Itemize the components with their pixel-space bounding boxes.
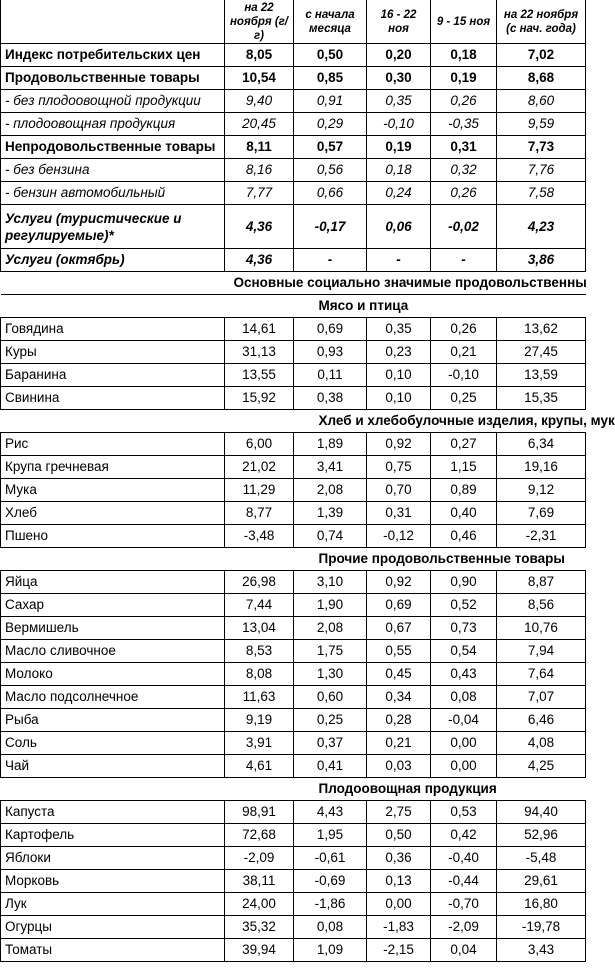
value-v1: 26,98	[225, 571, 294, 594]
row-label: Говядина	[1, 318, 225, 341]
row-label: Масло подсолнечное	[1, 686, 225, 709]
row-label: Яйца	[1, 571, 225, 594]
table-row	[1, 755, 586, 778]
value-v3: 0,20	[367, 44, 431, 67]
value-v2: -0,17	[294, 205, 367, 249]
value-v3: 0,70	[367, 479, 431, 502]
value-v2: 0,74	[294, 525, 367, 548]
value-v1: -2,09	[225, 847, 294, 870]
value-v4: 0,73	[431, 617, 497, 640]
table-row	[1, 594, 586, 617]
row-label: Непродовольственные товары	[1, 136, 225, 159]
value-v3: 0,36	[367, 847, 431, 870]
value-v2: 1,75	[294, 640, 367, 663]
value-v4: 0,26	[431, 318, 497, 341]
value-v2: 0,08	[294, 916, 367, 939]
table-row	[1, 318, 586, 341]
header-week-previous: 9 - 15 ноя	[431, 0, 497, 44]
table-row	[1, 502, 586, 525]
value-v2: 0,91	[294, 90, 367, 113]
value-v1: 11,63	[225, 686, 294, 709]
value-v1: -3,48	[225, 525, 294, 548]
value-v5: 15,35	[497, 387, 586, 410]
value-v3: 0,50	[367, 824, 431, 847]
table-row	[1, 456, 586, 479]
value-v4: 0,27	[431, 433, 497, 456]
value-v2: 0,25	[294, 709, 367, 732]
value-v5: 8,68	[497, 67, 586, 90]
value-v1: 39,94	[225, 939, 294, 962]
value-v1: 7,77	[225, 182, 294, 205]
value-v5: 27,45	[497, 341, 586, 364]
value-v2: 0,50	[294, 44, 367, 67]
value-v4: 0,08	[431, 686, 497, 709]
value-v1: 7,44	[225, 594, 294, 617]
value-v4: 0,40	[431, 502, 497, 525]
value-v2: -1,86	[294, 893, 367, 916]
row-label: Индекс потребительских цен	[1, 44, 225, 67]
value-v4: 0,31	[431, 136, 497, 159]
value-v5: 8,56	[497, 594, 586, 617]
row-label: Вермишель	[1, 617, 225, 640]
value-v3: 0,03	[367, 755, 431, 778]
value-v4: -0,44	[431, 870, 497, 893]
row-label: Услуги (октябрь)	[1, 249, 225, 272]
value-v2: -0,61	[294, 847, 367, 870]
header-yoy: на 22 ноября (г/г)	[225, 0, 294, 44]
value-v3: -0,12	[367, 525, 431, 548]
value-v2: -0,69	[294, 870, 367, 893]
value-v3: 0,35	[367, 90, 431, 113]
section-meat-title: Мясо и птица	[1, 295, 586, 318]
value-v4: 0,04	[431, 939, 497, 962]
table-row	[1, 67, 586, 90]
value-v2: 2,08	[294, 479, 367, 502]
table-row	[1, 90, 586, 113]
row-label: Пшено	[1, 525, 225, 548]
table-row	[1, 433, 586, 456]
value-v4: 0,21	[431, 341, 497, 364]
value-v4: 0,25	[431, 387, 497, 410]
value-v5: 4,25	[497, 755, 586, 778]
value-v3: -1,83	[367, 916, 431, 939]
value-v1: 24,00	[225, 893, 294, 916]
value-v5: 16,80	[497, 893, 586, 916]
value-v2: 0,11	[294, 364, 367, 387]
value-v5: 7,69	[497, 502, 586, 525]
value-v2: 3,10	[294, 571, 367, 594]
value-v1: 4,36	[225, 205, 294, 249]
value-v1: 8,11	[225, 136, 294, 159]
header-month: с начала месяца	[294, 0, 367, 44]
value-v4: 0,26	[431, 90, 497, 113]
value-v5: 19,16	[497, 456, 586, 479]
row-label: Яблоки	[1, 847, 225, 870]
value-v3: -0,10	[367, 113, 431, 136]
value-v4: 0,32	[431, 159, 497, 182]
table-row	[1, 525, 586, 548]
value-v3: 0,31	[367, 502, 431, 525]
value-v1: 20,45	[225, 113, 294, 136]
value-v3: 0,10	[367, 387, 431, 410]
value-v4: -0,10	[431, 364, 497, 387]
value-v2: 0,85	[294, 67, 367, 90]
value-v2: 0,41	[294, 755, 367, 778]
value-v3: 0,55	[367, 640, 431, 663]
value-v3: 0,13	[367, 870, 431, 893]
value-v1: 8,53	[225, 640, 294, 663]
row-label: Мука	[1, 479, 225, 502]
value-v2: 0,60	[294, 686, 367, 709]
value-v1: 13,04	[225, 617, 294, 640]
value-v5: 7,94	[497, 640, 586, 663]
table-body	[1, 0, 615, 962]
value-v4: -0,35	[431, 113, 497, 136]
value-v4: 0,89	[431, 479, 497, 502]
value-v5: 9,59	[497, 113, 586, 136]
value-v2: 0,38	[294, 387, 367, 410]
value-v4: 0,00	[431, 732, 497, 755]
value-v5: 9,12	[497, 479, 586, 502]
value-v4: 0,43	[431, 663, 497, 686]
header-ytd: на 22 ноября (с нач. года)	[497, 0, 586, 44]
value-v5: 29,61	[497, 870, 586, 893]
value-v1: 11,29	[225, 479, 294, 502]
value-v5: 7,76	[497, 159, 586, 182]
value-v3: 0,69	[367, 594, 431, 617]
row-label: - без плодоовощной продукции	[1, 90, 225, 113]
value-v4: 0,53	[431, 801, 497, 824]
row-label: Продовольственные товары	[1, 67, 225, 90]
value-v4: 0,52	[431, 594, 497, 617]
header-week-current: 16 - 22 ноя	[367, 0, 431, 44]
row-label: Рыба	[1, 709, 225, 732]
value-v4: -0,70	[431, 893, 497, 916]
table-row	[1, 249, 586, 272]
row-label: Капуста	[1, 801, 225, 824]
section-other	[1, 548, 586, 571]
value-v1: 8,08	[225, 663, 294, 686]
row-label: Услуги (туристические и регулируемые)*	[1, 205, 225, 249]
value-v4: -	[431, 249, 497, 272]
value-v1: 98,91	[225, 801, 294, 824]
header-label	[1, 0, 225, 44]
row-label: Соль	[1, 732, 225, 755]
value-v4: -0,40	[431, 847, 497, 870]
value-v5: 94,40	[497, 801, 586, 824]
value-v5: 7,64	[497, 663, 586, 686]
row-label: - плодоовощная продукция	[1, 113, 225, 136]
value-v5: 7,73	[497, 136, 586, 159]
value-v2: 1,30	[294, 663, 367, 686]
table-row	[1, 364, 586, 387]
value-v3: 0,00	[367, 893, 431, 916]
row-label: Рис	[1, 433, 225, 456]
value-v5: 6,34	[497, 433, 586, 456]
value-v3: 0,19	[367, 136, 431, 159]
row-label: Лук	[1, 893, 225, 916]
value-v1: 15,92	[225, 387, 294, 410]
value-v2: 0,69	[294, 318, 367, 341]
value-v3: 0,10	[367, 364, 431, 387]
value-v1: 14,61	[225, 318, 294, 341]
value-v5: 7,58	[497, 182, 586, 205]
value-v2: 0,29	[294, 113, 367, 136]
table-row	[1, 939, 586, 962]
value-v1: 8,77	[225, 502, 294, 525]
table-row	[1, 113, 586, 136]
value-v5: -5,48	[497, 847, 586, 870]
table-row	[1, 617, 586, 640]
value-v3: 0,34	[367, 686, 431, 709]
value-v1: 72,68	[225, 824, 294, 847]
value-v1: 8,05	[225, 44, 294, 67]
value-v5: 8,60	[497, 90, 586, 113]
value-v1: 38,11	[225, 870, 294, 893]
value-v3: -	[367, 249, 431, 272]
value-v1: 9,40	[225, 90, 294, 113]
value-v1: 35,32	[225, 916, 294, 939]
table-row	[1, 916, 586, 939]
section-veg	[1, 778, 586, 801]
table-row	[1, 205, 586, 249]
value-v3: 0,18	[367, 159, 431, 182]
row-label: Баранина	[1, 364, 225, 387]
value-v4: 0,19	[431, 67, 497, 90]
section-bread-title: Хлеб и хлебобулочные изделия, крупы, мук	[1, 410, 586, 433]
table-row	[1, 182, 586, 205]
value-v1: 21,02	[225, 456, 294, 479]
table-row	[1, 663, 586, 686]
value-v2: 0,57	[294, 136, 367, 159]
value-v3: 0,21	[367, 732, 431, 755]
section-main-title: Основные социально значимые продовольственны	[1, 272, 586, 295]
value-v4: 0,42	[431, 824, 497, 847]
value-v5: 7,02	[497, 44, 586, 67]
table-row	[1, 893, 586, 916]
value-v2: 1,90	[294, 594, 367, 617]
row-label: Молоко	[1, 663, 225, 686]
value-v1: 8,16	[225, 159, 294, 182]
value-v2: 0,37	[294, 732, 367, 755]
value-v5: 3,43	[497, 939, 586, 962]
table-row	[1, 686, 586, 709]
value-v5: -2,31	[497, 525, 586, 548]
value-v2: 1,95	[294, 824, 367, 847]
value-v4: 0,26	[431, 182, 497, 205]
row-label: Томаты	[1, 939, 225, 962]
section-other-title: Прочие продовольственные товары	[1, 548, 586, 571]
value-v3: 0,92	[367, 433, 431, 456]
row-label: Чай	[1, 755, 225, 778]
value-v3: 0,75	[367, 456, 431, 479]
header-row	[1, 0, 586, 44]
value-v1: 13,55	[225, 364, 294, 387]
value-v3: 0,28	[367, 709, 431, 732]
value-v5: -19,78	[497, 916, 586, 939]
table-row	[1, 824, 586, 847]
value-v5: 10,76	[497, 617, 586, 640]
value-v5: 4,08	[497, 732, 586, 755]
value-v4: -0,04	[431, 709, 497, 732]
table-row	[1, 44, 586, 67]
value-v1: 10,54	[225, 67, 294, 90]
table-row	[1, 479, 586, 502]
value-v4: 0,18	[431, 44, 497, 67]
table-row	[1, 640, 586, 663]
table-row	[1, 732, 586, 755]
row-label: Крупа гречневая	[1, 456, 225, 479]
table-row	[1, 709, 586, 732]
value-v3: 0,92	[367, 571, 431, 594]
value-v2: 0,66	[294, 182, 367, 205]
table-row	[1, 847, 586, 870]
value-v1: 9,19	[225, 709, 294, 732]
value-v4: -2,09	[431, 916, 497, 939]
section-main	[1, 272, 586, 295]
value-v5: 13,59	[497, 364, 586, 387]
section-veg-title: Плодоовощная продукция	[1, 778, 586, 801]
table-row	[1, 159, 586, 182]
value-v5: 13,62	[497, 318, 586, 341]
table-row	[1, 870, 586, 893]
row-label: Хлеб	[1, 502, 225, 525]
value-v2: 4,43	[294, 801, 367, 824]
value-v1: 31,13	[225, 341, 294, 364]
row-label: Свинина	[1, 387, 225, 410]
section-meat	[1, 295, 586, 318]
value-v3: 0,35	[367, 318, 431, 341]
value-v4: 0,46	[431, 525, 497, 548]
value-v4: -0,02	[431, 205, 497, 249]
row-label: Картофель	[1, 824, 225, 847]
value-v2: 0,56	[294, 159, 367, 182]
value-v1: 3,91	[225, 732, 294, 755]
value-v3: 0,06	[367, 205, 431, 249]
value-v4: 1,15	[431, 456, 497, 479]
table-row	[1, 571, 586, 594]
value-v1: 6,00	[225, 433, 294, 456]
value-v4: 0,00	[431, 755, 497, 778]
value-v2: -	[294, 249, 367, 272]
row-label: Куры	[1, 341, 225, 364]
value-v1: 4,61	[225, 755, 294, 778]
value-v3: 2,75	[367, 801, 431, 824]
value-v3: -2,15	[367, 939, 431, 962]
value-v4: 0,90	[431, 571, 497, 594]
value-v3: 0,23	[367, 341, 431, 364]
value-v2: 1,09	[294, 939, 367, 962]
value-v2: 1,39	[294, 502, 367, 525]
value-v3: 0,24	[367, 182, 431, 205]
value-v5: 7,07	[497, 686, 586, 709]
row-label: - бензин автомобильный	[1, 182, 225, 205]
row-label: Морковь	[1, 870, 225, 893]
value-v5: 6,46	[497, 709, 586, 732]
value-v3: 0,67	[367, 617, 431, 640]
row-label: Масло сливочное	[1, 640, 225, 663]
value-v2: 2,08	[294, 617, 367, 640]
value-v5: 52,96	[497, 824, 586, 847]
table-row	[1, 387, 586, 410]
value-v3: 0,30	[367, 67, 431, 90]
value-v4: 0,54	[431, 640, 497, 663]
table-row	[1, 341, 586, 364]
value-v5: 8,87	[497, 571, 586, 594]
value-v5: 4,23	[497, 205, 586, 249]
row-label: Огурцы	[1, 916, 225, 939]
value-v2: 3,41	[294, 456, 367, 479]
value-v3: 0,45	[367, 663, 431, 686]
value-v2: 1,89	[294, 433, 367, 456]
value-v5: 3,86	[497, 249, 586, 272]
table-row	[1, 801, 586, 824]
row-label: Сахар	[1, 594, 225, 617]
value-v2: 0,93	[294, 341, 367, 364]
row-label: - без бензина	[1, 159, 225, 182]
table-row	[1, 136, 586, 159]
section-bread	[1, 410, 586, 433]
value-v1: 4,36	[225, 249, 294, 272]
